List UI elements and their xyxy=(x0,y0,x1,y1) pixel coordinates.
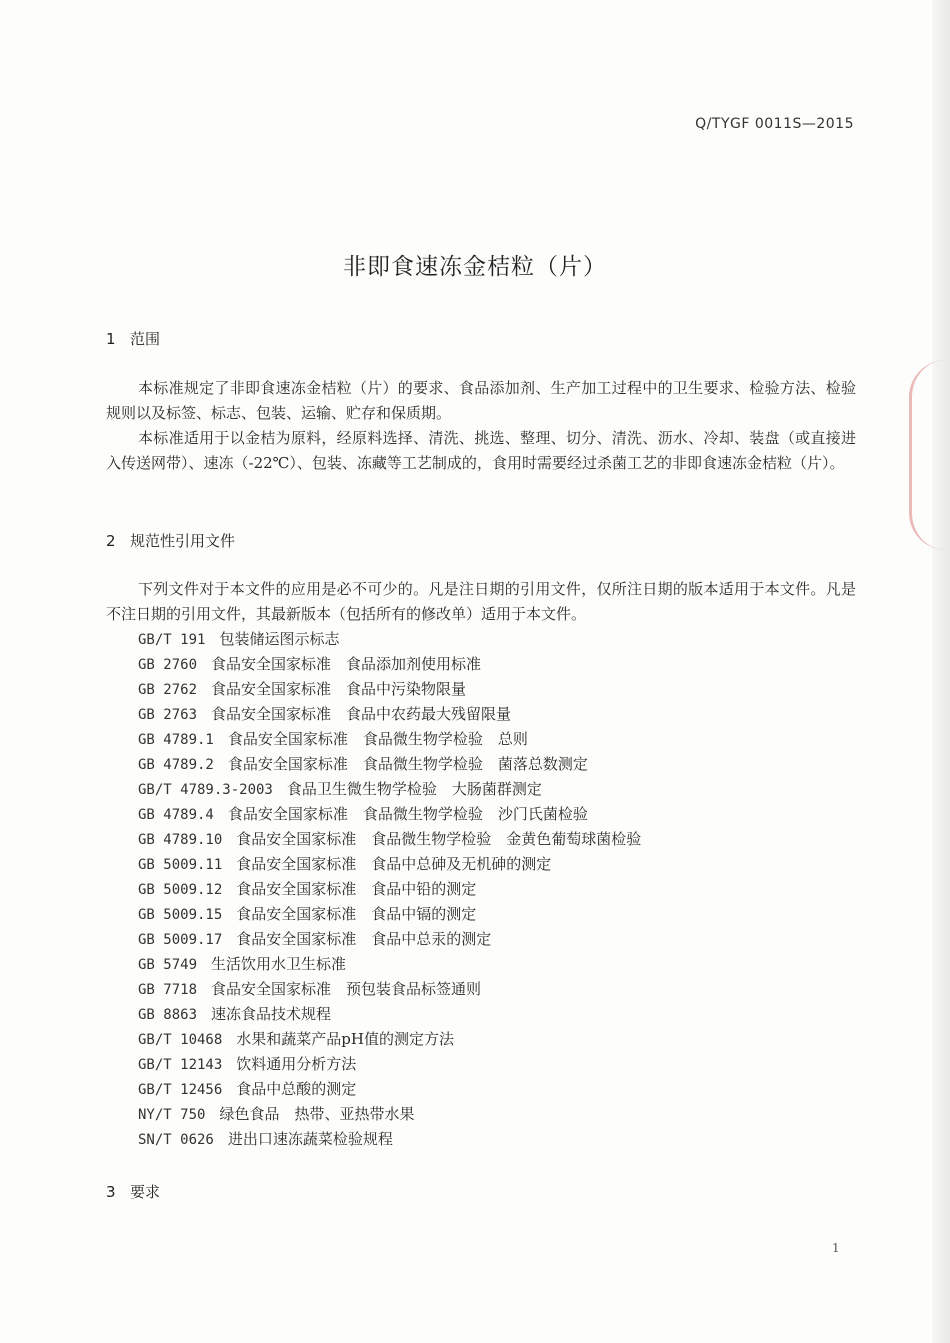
references-intro-paragraph: 下列文件对于本文件的应用是必不可少的。凡是注日期的引用文件，仅所注日期的版本适用于本文件。凡是不注日期的引用文件，其最新版本（包括所有的修改单）适用于本文件。 xyxy=(106,580,856,623)
reference-title: 食品安全国家标准 食品中铅的测定 xyxy=(236,880,477,898)
reference-code: GB 4789.10 xyxy=(138,832,223,848)
reference-item xyxy=(138,1052,641,1077)
reference-code: GB 8863 xyxy=(138,1007,198,1023)
reference-title: 绿色食品 热带、亚热带水果 xyxy=(219,1105,415,1123)
reference-title: 食品安全国家标准 食品中镉的测定 xyxy=(236,905,477,923)
reference-item xyxy=(138,877,641,902)
reference-title: 水果和蔬菜产品pH值的测定方法 xyxy=(236,1030,454,1048)
reference-code: GB 5749 xyxy=(138,957,198,973)
reference-title: 食品安全国家标准 食品中农药最大残留限量 xyxy=(211,705,512,723)
reference-item xyxy=(138,727,641,752)
reference-item xyxy=(138,902,641,927)
reference-item xyxy=(138,852,641,877)
reference-title: 食品安全国家标准 预包装食品标签通则 xyxy=(211,980,482,998)
reference-item xyxy=(138,1102,641,1127)
reference-item xyxy=(138,977,641,1002)
reference-item xyxy=(138,1002,641,1027)
reference-item xyxy=(138,1127,641,1152)
reference-code: GB/T 12456 xyxy=(138,1082,223,1098)
reference-code: NY/T 750 xyxy=(138,1107,206,1123)
reference-item xyxy=(138,777,641,802)
reference-code: GB 2762 xyxy=(138,682,198,698)
section-number: 2 xyxy=(106,532,116,550)
reference-code: GB 5009.17 xyxy=(138,932,223,948)
reference-item xyxy=(138,677,641,702)
reference-item xyxy=(138,802,641,827)
reference-title: 食品安全国家标准 食品中污染物限量 xyxy=(211,680,467,698)
reference-code: GB/T 10468 xyxy=(138,1032,223,1048)
red-seal-stamp xyxy=(909,360,946,550)
reference-title: 食品安全国家标准 食品添加剂使用标准 xyxy=(211,655,482,673)
reference-code: GB/T 4789.3-2003 xyxy=(138,782,273,798)
section-number: 3 xyxy=(106,1183,116,1201)
reference-item xyxy=(138,952,641,977)
reference-code: GB 2760 xyxy=(138,657,198,673)
reference-item xyxy=(138,702,641,727)
reference-title: 食品安全国家标准 食品中总汞的测定 xyxy=(236,930,492,948)
scope-paragraph-2: 本标准适用于以金桔为原料，经原料选择、清洗、挑选、整理、切分、清洗、沥水、冷却、装盘（或直接进入传送网带）、速冻（-22℃）、包装、冻藏等工艺制成的，食用时需要经过杀菌工艺的非即食速冻金桔粒（片）。 xyxy=(106,429,856,472)
reference-title: 食品卫生微生物学检验 大肠菌群测定 xyxy=(286,780,542,798)
reference-list xyxy=(138,627,641,1152)
document-code: Q/TYGF 0011S—2015 xyxy=(695,116,854,132)
reference-title: 食品中总酸的测定 xyxy=(236,1080,357,1098)
section-title: 范围 xyxy=(130,330,161,348)
section-heading-normative-references xyxy=(106,530,235,551)
reference-title: 食品安全国家标准 食品中总砷及无机砷的测定 xyxy=(236,855,552,873)
section-title: 要求 xyxy=(130,1183,161,1201)
reference-code: GB 5009.15 xyxy=(138,907,223,923)
reference-code: GB 2763 xyxy=(138,707,198,723)
reference-item xyxy=(138,927,641,952)
reference-item xyxy=(138,752,641,777)
reference-code: GB/T 12143 xyxy=(138,1057,223,1073)
reference-title: 食品安全国家标准 食品微生物学检验 金黄色葡萄球菌检验 xyxy=(236,830,642,848)
reference-code: GB 5009.11 xyxy=(138,857,223,873)
document-title: 非即食速冻金桔粒（片） xyxy=(343,254,607,280)
reference-item xyxy=(138,627,641,652)
reference-code: GB/T 191 xyxy=(138,632,206,648)
reference-code: GB 4789.4 xyxy=(138,807,214,823)
reference-title: 速冻食品技术规程 xyxy=(211,1005,332,1023)
reference-item xyxy=(138,827,641,852)
reference-title: 生活饮用水卫生标准 xyxy=(211,955,347,973)
reference-item xyxy=(138,1027,641,1052)
reference-title: 食品安全国家标准 食品微生物学检验 菌落总数测定 xyxy=(227,755,588,773)
reference-title: 饮料通用分析方法 xyxy=(236,1055,357,1073)
reference-code: SN/T 0626 xyxy=(138,1132,214,1148)
page-number: 1 xyxy=(832,1241,840,1255)
reference-title: 包装储运图示标志 xyxy=(219,630,340,648)
section-number: 1 xyxy=(106,330,116,348)
reference-item xyxy=(138,652,641,677)
reference-code: GB 4789.1 xyxy=(138,732,214,748)
scan-edge xyxy=(932,0,950,1343)
reference-code: GB 7718 xyxy=(138,982,198,998)
section-heading-scope xyxy=(106,328,160,349)
scope-paragraph-1: 本标准规定了非即食速冻金桔粒（片）的要求、食品添加剂、生产加工过程中的卫生要求、检验方法、检验规则以及标签、标志、包装、运输、贮存和保质期。 xyxy=(106,379,856,422)
section-heading-requirements xyxy=(106,1181,160,1202)
section-title: 规范性引用文件 xyxy=(130,532,236,550)
reference-code: GB 5009.12 xyxy=(138,882,223,898)
reference-title: 食品安全国家标准 食品微生物学检验 总则 xyxy=(227,730,528,748)
reference-title: 进出口速冻蔬菜检验规程 xyxy=(227,1130,393,1148)
reference-code: GB 4789.2 xyxy=(138,757,214,773)
reference-title: 食品安全国家标准 食品微生物学检验 沙门氏菌检验 xyxy=(227,805,588,823)
reference-item xyxy=(138,1077,641,1102)
